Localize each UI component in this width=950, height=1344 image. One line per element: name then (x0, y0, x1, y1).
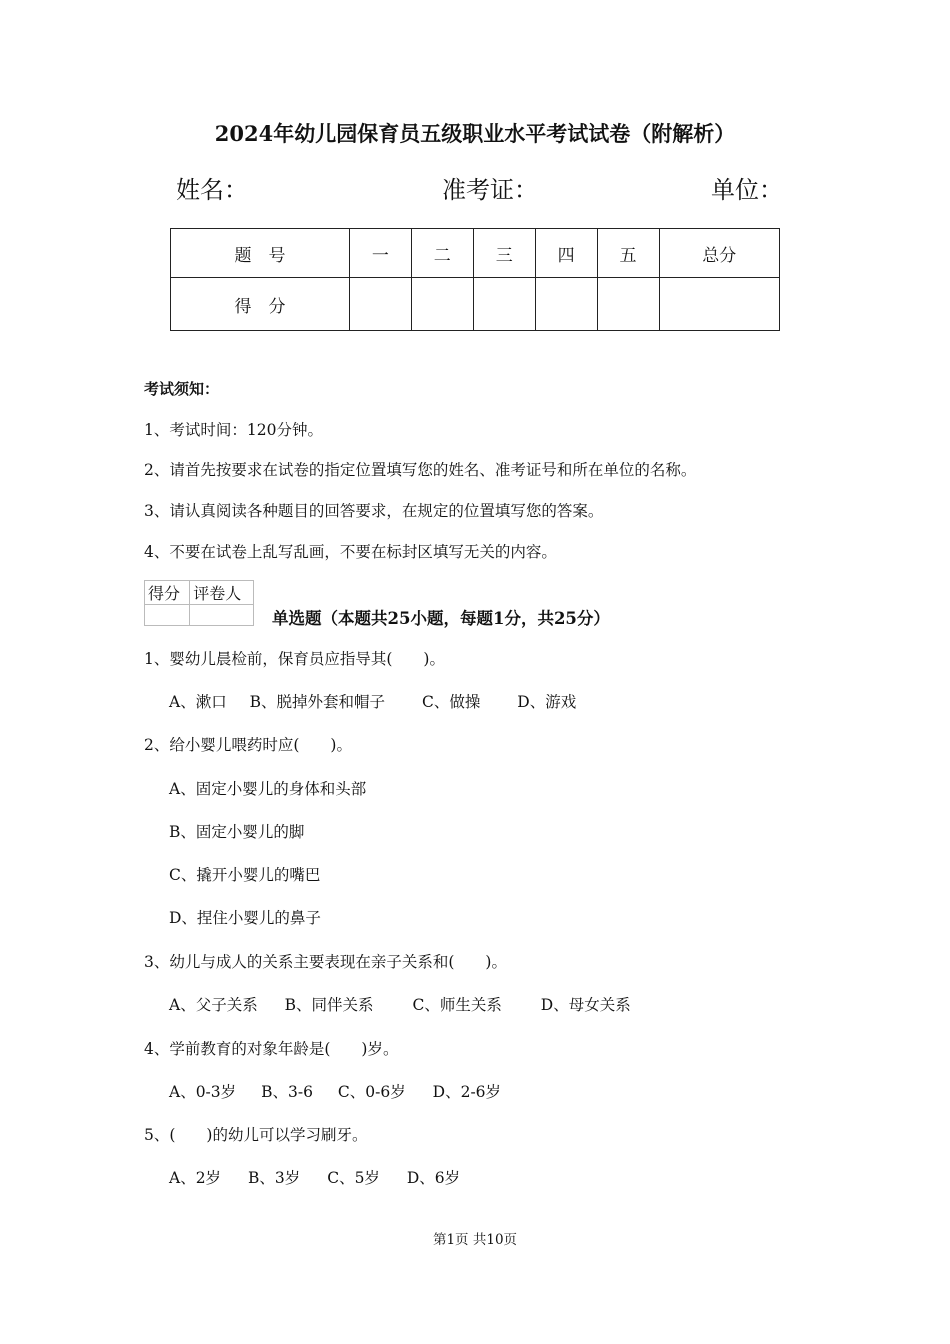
score-header-label: 题 号 (171, 229, 350, 278)
option[interactable]: A、0-3岁 (169, 1083, 237, 1101)
option[interactable]: C、师生关系 (412, 996, 502, 1014)
option[interactable]: D、捏住小婴儿的鼻子 (169, 909, 321, 927)
question-stem: 1、婴幼儿晨检前，保育员应指导其( )。 (144, 650, 445, 668)
notice-item: 4、不要在试卷上乱写乱画，不要在标封区填写无关的内容。 (144, 543, 557, 561)
score-header-5: 五 (597, 229, 659, 278)
score-table-score-row (171, 278, 780, 331)
notice-item: 3、请认真阅读各种题目的回答要求，在规定的位置填写您的答案。 (144, 502, 604, 520)
option[interactable]: C、撬开小婴儿的嘴巴 (169, 866, 321, 884)
question-stem: 5、( )的幼儿可以学习刷牙。 (144, 1126, 368, 1144)
score-header-3: 三 (473, 229, 535, 278)
question-stem: 3、幼儿与成人的关系主要表现在亲子关系和( )。 (144, 953, 507, 971)
notice-item: 2、请首先按要求在试卷的指定位置填写您的姓名、准考证号和所在单位的名称。 (144, 461, 697, 479)
question-options (169, 1166, 460, 1188)
exam-id-field-label: 准考证： (442, 176, 538, 204)
score-header-2: 二 (411, 229, 473, 278)
question-options (169, 690, 576, 712)
notice-item: 1、考试时间：120分钟。 (144, 421, 323, 439)
option[interactable]: B、3-6 (261, 1083, 313, 1101)
question-stem: 2、给小婴儿喂药时应( )。 (144, 736, 352, 754)
grader-score-cell[interactable] (145, 605, 190, 626)
option[interactable]: C、做操 (421, 693, 481, 711)
section-title: 单选题（本题共25小题，每题1分，共25分） (272, 609, 610, 628)
option[interactable]: D、母女关系 (540, 996, 631, 1014)
option[interactable]: B、3岁 (248, 1169, 301, 1187)
option[interactable]: C、0-6岁 (337, 1083, 406, 1101)
option[interactable]: B、脱掉外套和帽子 (249, 693, 386, 711)
score-header-1: 一 (349, 229, 411, 278)
score-cell-2[interactable] (411, 278, 473, 331)
notice-heading: 考试须知： (144, 380, 220, 398)
option[interactable]: B、同伴关系 (284, 996, 374, 1014)
score-row-label: 得 分 (171, 278, 350, 331)
option[interactable]: A、父子关系 (169, 996, 258, 1014)
score-cell-total[interactable] (659, 278, 779, 331)
option[interactable]: D、2-6岁 (432, 1083, 502, 1101)
option[interactable]: D、游戏 (517, 693, 577, 711)
grader-name-label: 评卷人 (190, 581, 254, 605)
question-options (169, 993, 631, 1015)
score-cell-3[interactable] (473, 278, 535, 331)
unit-field-label: 单位： (711, 176, 783, 204)
option[interactable]: D、6岁 (406, 1169, 461, 1187)
grader-table (144, 580, 254, 626)
question-options (169, 1080, 501, 1102)
grader-name-cell[interactable] (190, 605, 254, 626)
option[interactable]: A、漱口 (169, 693, 227, 711)
score-cell-5[interactable] (597, 278, 659, 331)
score-cell-1[interactable] (349, 278, 411, 331)
score-table (170, 228, 780, 331)
option[interactable]: A、2岁 (169, 1169, 222, 1187)
option[interactable]: B、固定小婴儿的脚 (169, 823, 305, 841)
grader-score-label: 得分 (145, 581, 190, 605)
page-footer: 第1页 共10页 (432, 1232, 518, 1248)
question-stem: 4、学前教育的对象年龄是( )岁。 (144, 1040, 399, 1058)
score-header-4: 四 (535, 229, 597, 278)
page-title: 2024年幼儿园保育员五级职业水平考试试卷（附解析） (214, 121, 736, 146)
name-field-label: 姓名： (176, 176, 248, 204)
score-table-header-row (171, 229, 780, 278)
option[interactable]: C、5岁 (327, 1169, 380, 1187)
score-header-total: 总分 (659, 229, 779, 278)
option[interactable]: A、固定小婴儿的身体和头部 (169, 780, 367, 798)
score-cell-4[interactable] (535, 278, 597, 331)
